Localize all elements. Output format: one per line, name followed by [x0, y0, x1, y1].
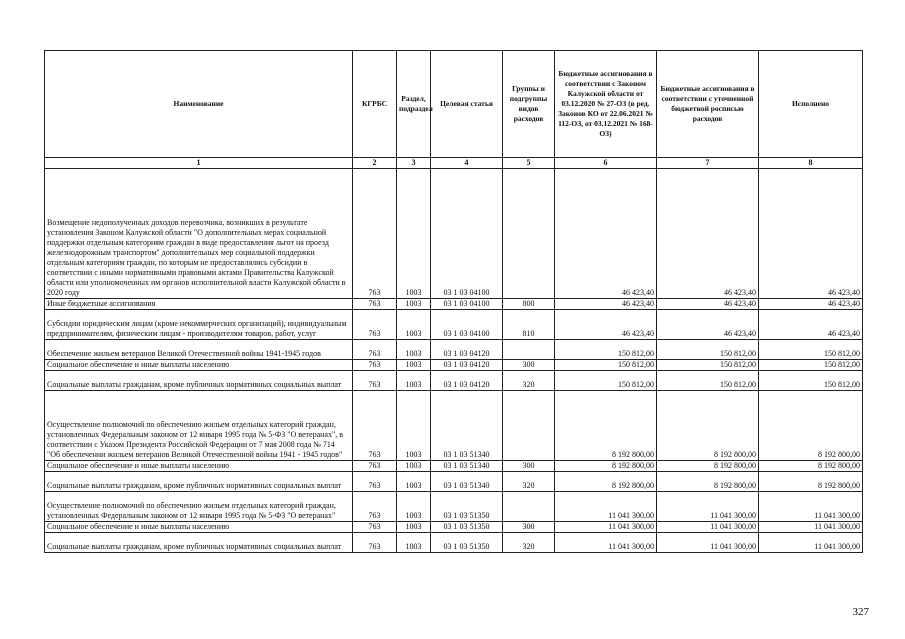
row-name-cell: Субсидии юридическим лицам (кроме некоммерческих организаций), индивидуальным предпринимателям, физическим лицам - производителям товаров, работ, услуг [45, 310, 353, 340]
row-budget-law-cell: 8 192 800,00 [555, 472, 657, 492]
row-name-cell: Социальное обеспечение и иные выплаты населению [45, 461, 353, 472]
row-kgrbs-cell: 763 [353, 169, 397, 299]
row-executed-cell: 150 812,00 [759, 371, 863, 391]
row-section-cell: 1003 [397, 522, 431, 533]
row-budget-refined-cell: 11 041 300,00 [657, 522, 759, 533]
row-name-cell: Обеспечение жильем ветеранов Великой Отечественной войны 1941-1945 годов [45, 340, 353, 360]
row-target-cell: 03 1 03 51340 [431, 391, 503, 461]
table-row [45, 310, 863, 340]
row-target-cell: 03 1 03 51350 [431, 492, 503, 522]
row-budget-law-cell: 8 192 800,00 [555, 391, 657, 461]
row-executed-cell: 11 041 300,00 [759, 533, 863, 553]
row-group-cell [503, 492, 555, 522]
column-number: 7 [657, 158, 759, 169]
page-number: 327 [852, 606, 869, 618]
row-target-cell: 03 1 03 04120 [431, 371, 503, 391]
row-budget-law-cell: 46 423,40 [555, 169, 657, 299]
row-name-cell: Социальное обеспечение и иные выплаты населению [45, 522, 353, 533]
header-budget-refined: Бюджетные ассигнования в соответствии с уточненной бюджетной росписью расходов [657, 51, 759, 158]
row-budget-law-cell: 11 041 300,00 [555, 522, 657, 533]
row-kgrbs-cell: 763 [353, 461, 397, 472]
row-kgrbs-cell: 763 [353, 371, 397, 391]
row-kgrbs-cell: 763 [353, 340, 397, 360]
table-body [45, 169, 863, 553]
row-budget-refined-cell: 8 192 800,00 [657, 461, 759, 472]
row-budget-refined-cell: 150 812,00 [657, 371, 759, 391]
column-number: 1 [45, 158, 353, 169]
row-group-cell [503, 169, 555, 299]
row-section-cell: 1003 [397, 391, 431, 461]
table-row [45, 360, 863, 371]
row-executed-cell: 8 192 800,00 [759, 472, 863, 492]
row-budget-law-cell: 46 423,40 [555, 310, 657, 340]
column-number: 3 [397, 158, 431, 169]
row-executed-cell: 11 041 300,00 [759, 522, 863, 533]
row-section-cell: 1003 [397, 533, 431, 553]
row-budget-law-cell: 11 041 300,00 [555, 492, 657, 522]
header-group: Группы и подгруппы видов расходов [503, 51, 555, 158]
row-name-cell: Социальные выплаты гражданам, кроме публичных нормативных социальных выплат [45, 472, 353, 492]
row-target-cell: 03 1 03 04120 [431, 340, 503, 360]
row-target-cell: 03 1 03 04100 [431, 310, 503, 340]
row-budget-refined-cell: 11 041 300,00 [657, 492, 759, 522]
row-budget-refined-cell: 46 423,40 [657, 299, 759, 310]
row-kgrbs-cell: 763 [353, 522, 397, 533]
row-budget-refined-cell: 150 812,00 [657, 340, 759, 360]
row-kgrbs-cell: 763 [353, 391, 397, 461]
row-group-cell [503, 391, 555, 461]
row-executed-cell: 46 423,40 [759, 169, 863, 299]
row-executed-cell: 46 423,40 [759, 310, 863, 340]
row-group-cell [503, 340, 555, 360]
column-number: 4 [431, 158, 503, 169]
row-executed-cell: 8 192 800,00 [759, 461, 863, 472]
row-executed-cell: 150 812,00 [759, 340, 863, 360]
table-row [45, 533, 863, 553]
row-budget-refined-cell: 150 812,00 [657, 360, 759, 371]
row-budget-law-cell: 150 812,00 [555, 360, 657, 371]
table-row [45, 461, 863, 472]
table-row [45, 522, 863, 533]
table-row [45, 169, 863, 299]
row-budget-refined-cell: 8 192 800,00 [657, 472, 759, 492]
row-name-cell: Социальное обеспечение и иные выплаты населению [45, 360, 353, 371]
row-kgrbs-cell: 763 [353, 299, 397, 310]
row-section-cell: 1003 [397, 360, 431, 371]
column-number: 8 [759, 158, 863, 169]
row-executed-cell: 11 041 300,00 [759, 492, 863, 522]
row-target-cell: 03 1 03 51340 [431, 472, 503, 492]
header-budget-law: Бюджетные ассигнования в соответствии с Законом Калужской области от 03.12.2020 № 27-ОЗ (в ред. Законов КО от 22.06.2021 № 112-ОЗ, от 03.12.2021 № 168-ОЗ) [555, 51, 657, 158]
row-section-cell: 1003 [397, 169, 431, 299]
table-row [45, 391, 863, 461]
column-number: 6 [555, 158, 657, 169]
budget-table [44, 50, 863, 553]
row-kgrbs-cell: 763 [353, 533, 397, 553]
row-group-cell: 810 [503, 310, 555, 340]
row-name-cell: Осуществление полномочий по обеспечению жильем отдельных категорий граждан, установленных Федеральным законом от 12 января 1995 года № 5-ФЗ "О ветеранах" [45, 492, 353, 522]
row-budget-refined-cell: 11 041 300,00 [657, 533, 759, 553]
row-kgrbs-cell: 763 [353, 310, 397, 340]
table-row [45, 472, 863, 492]
row-kgrbs-cell: 763 [353, 472, 397, 492]
row-budget-refined-cell: 8 192 800,00 [657, 391, 759, 461]
header-target: Целевая статья [431, 51, 503, 158]
row-section-cell: 1003 [397, 340, 431, 360]
table-row [45, 492, 863, 522]
column-number: 5 [503, 158, 555, 169]
row-target-cell: 03 1 03 04100 [431, 299, 503, 310]
row-group-cell: 300 [503, 522, 555, 533]
row-budget-law-cell: 8 192 800,00 [555, 461, 657, 472]
header-kgrbs: КГРБС [353, 51, 397, 158]
row-target-cell: 03 1 03 51350 [431, 533, 503, 553]
row-group-cell: 320 [503, 472, 555, 492]
row-target-cell: 03 1 03 51340 [431, 461, 503, 472]
row-group-cell: 320 [503, 371, 555, 391]
row-section-cell: 1003 [397, 299, 431, 310]
row-name-cell: Осуществление полномочий по обеспечению жильем отдельных категорий граждан, установленных Федеральным законом от 12 января 1995 года № 5-ФЗ "О ветеранах", в соответствии с Указом Президента Российской Федерации от 7 мая 2008 года № 714 "Об обеспечении жильем ветеранов Великой Отечественной войны 1941 - 1945 годов" [45, 391, 353, 461]
row-budget-law-cell: 11 041 300,00 [555, 533, 657, 553]
row-kgrbs-cell: 763 [353, 492, 397, 522]
row-group-cell: 300 [503, 360, 555, 371]
row-budget-refined-cell: 46 423,40 [657, 169, 759, 299]
row-kgrbs-cell: 763 [353, 360, 397, 371]
row-section-cell: 1003 [397, 461, 431, 472]
row-executed-cell: 8 192 800,00 [759, 391, 863, 461]
table-row [45, 299, 863, 310]
row-name-cell: Социальные выплаты гражданам, кроме публичных нормативных социальных выплат [45, 533, 353, 553]
table-row [45, 371, 863, 391]
row-executed-cell: 150 812,00 [759, 360, 863, 371]
row-section-cell: 1003 [397, 472, 431, 492]
row-name-cell: Иные бюджетные ассигнования [45, 299, 353, 310]
table-row [45, 340, 863, 360]
row-target-cell: 03 1 03 04100 [431, 169, 503, 299]
column-number: 2 [353, 158, 397, 169]
row-group-cell: 300 [503, 461, 555, 472]
row-group-cell: 800 [503, 299, 555, 310]
row-budget-refined-cell: 46 423,40 [657, 310, 759, 340]
row-target-cell: 03 1 03 04120 [431, 360, 503, 371]
table-header-row [45, 51, 863, 158]
row-section-cell: 1003 [397, 310, 431, 340]
row-budget-law-cell: 46 423,40 [555, 299, 657, 310]
row-name-cell: Возмещение недополученных доходов перевозчика, возникших в результате установления Законом Калужской области "О дополнительных мерах социальной поддержки отдельным категориям граждан в виде предоставления льгот на проезд железнодорожным транспортом" дополнительных мер социальной поддержки отдельным категориям граждан, по которым не предоставлялись субсидии в соответствии с иными нормативными правовыми актами Правительства Калужской области или уполномоченных им органов исполнительной власти Калужской области в 2020 году [45, 169, 353, 299]
header-executed: Исполнено [759, 51, 863, 158]
column-numbers-row [45, 158, 863, 169]
row-executed-cell: 46 423,40 [759, 299, 863, 310]
row-target-cell: 03 1 03 51350 [431, 522, 503, 533]
row-group-cell: 320 [503, 533, 555, 553]
row-section-cell: 1003 [397, 492, 431, 522]
header-section: Раздел, подраздел [397, 51, 431, 158]
row-section-cell: 1003 [397, 371, 431, 391]
header-name: Наименование [45, 51, 353, 158]
row-budget-law-cell: 150 812,00 [555, 371, 657, 391]
row-name-cell: Социальные выплаты гражданам, кроме публичных нормативных социальных выплат [45, 371, 353, 391]
row-budget-law-cell: 150 812,00 [555, 340, 657, 360]
